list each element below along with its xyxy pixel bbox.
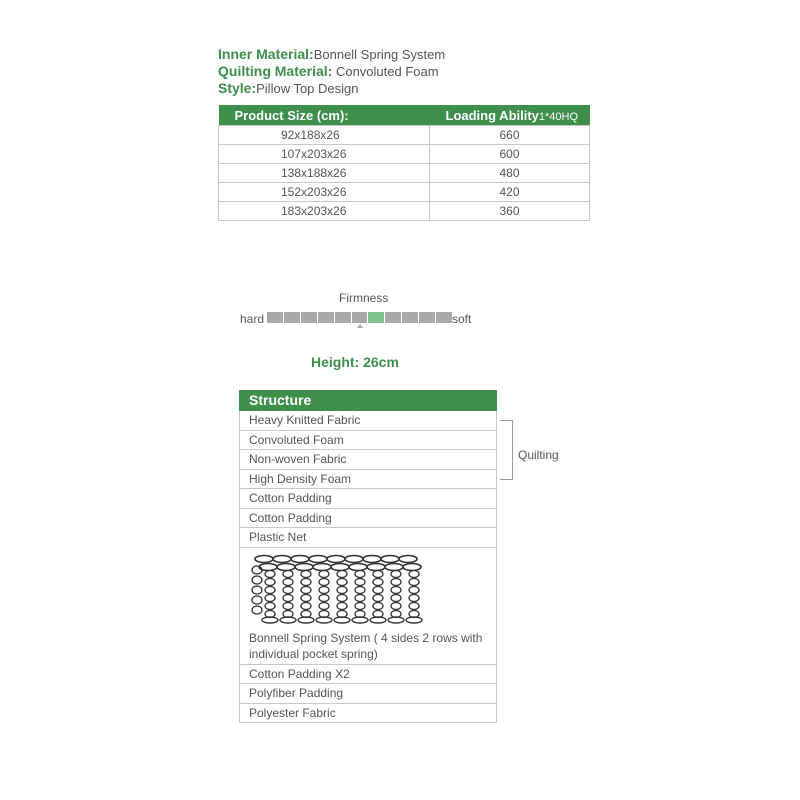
structure-table: [239, 390, 497, 723]
cell-size: 152x203x26: [219, 183, 430, 202]
firmness-segment: [284, 312, 301, 323]
spring-system-row: [239, 548, 497, 665]
firmness-title: Firmness: [339, 291, 389, 305]
cell-load: 420: [430, 183, 590, 202]
spec-quilting-material: [218, 63, 439, 80]
firmness-scale: [267, 312, 453, 323]
spec-label: Inner Material:: [218, 46, 314, 62]
col-loading-ability: [430, 105, 590, 126]
cell-load: 600: [430, 145, 590, 164]
layer-row: Cotton Padding: [239, 509, 497, 529]
layer-row: Polyester Fabric: [239, 704, 497, 724]
layer-row: High Density Foam: [239, 470, 497, 490]
spec-inner-material: [218, 46, 445, 63]
cell-size: 183x203x26: [219, 202, 430, 221]
firmness-segment: [436, 312, 453, 323]
firmness-segment: [368, 312, 385, 323]
layer-row: Convoluted Foam: [239, 431, 497, 451]
layer-row: Non-woven Fabric: [239, 450, 497, 470]
spec-label: Quilting Material:: [218, 63, 333, 79]
spec-value: Pillow Top Design: [256, 81, 359, 96]
firmness-segment: [335, 312, 352, 323]
spec-label: Style:: [218, 80, 257, 96]
col-product-size: Product Size (cm):: [219, 105, 430, 126]
cell-load: 660: [430, 126, 590, 145]
firmness-segment: [318, 312, 335, 323]
firmness-segment: [402, 312, 419, 323]
firmness-segment: [301, 312, 318, 323]
table-row: [219, 202, 590, 221]
col-loading-ability-label: Loading Ability: [445, 107, 539, 123]
quilting-label: Quilting: [518, 448, 559, 462]
firmness-segment: [419, 312, 436, 323]
firmness-segment: [267, 312, 284, 323]
cell-size: 138x188x26: [219, 164, 430, 183]
cell-load: 480: [430, 164, 590, 183]
table-row: [219, 183, 590, 202]
spec-style: [218, 80, 359, 97]
spring-caption: Bonnell Spring System ( 4 sides 2 rows with individual pocket spring): [249, 630, 483, 661]
spring-illustration-icon: [250, 554, 440, 626]
cell-size: 107x203x26: [219, 145, 430, 164]
firmness-segment: [352, 312, 369, 323]
firmness-segment: [385, 312, 402, 323]
table-row: [219, 145, 590, 164]
size-table-header: [219, 105, 590, 126]
quilting-bracket: [500, 420, 513, 480]
layer-row: Cotton Padding: [239, 489, 497, 509]
table-row: [219, 126, 590, 145]
cell-size: 92x188x26: [219, 126, 430, 145]
firmness-marker-icon: [357, 324, 363, 328]
firmness-hard-label: hard: [240, 312, 265, 326]
size-table: [218, 105, 590, 221]
cell-load: 360: [430, 202, 590, 221]
spec-value: Convoluted Foam: [332, 64, 439, 79]
col-loading-ability-sub: 1*40HQ: [538, 110, 579, 123]
spec-value: Bonnell Spring System: [313, 47, 446, 62]
layer-row: Heavy Knitted Fabric: [239, 411, 497, 431]
structure-title: Structure: [239, 390, 497, 411]
firmness-soft-label: soft: [452, 312, 472, 326]
layer-row: Cotton Padding X2: [239, 665, 497, 685]
layer-row: Plastic Net: [239, 528, 497, 548]
layer-row: Polyfiber Padding: [239, 684, 497, 704]
table-row: [219, 164, 590, 183]
height-label: Height: 26cm: [311, 354, 399, 370]
